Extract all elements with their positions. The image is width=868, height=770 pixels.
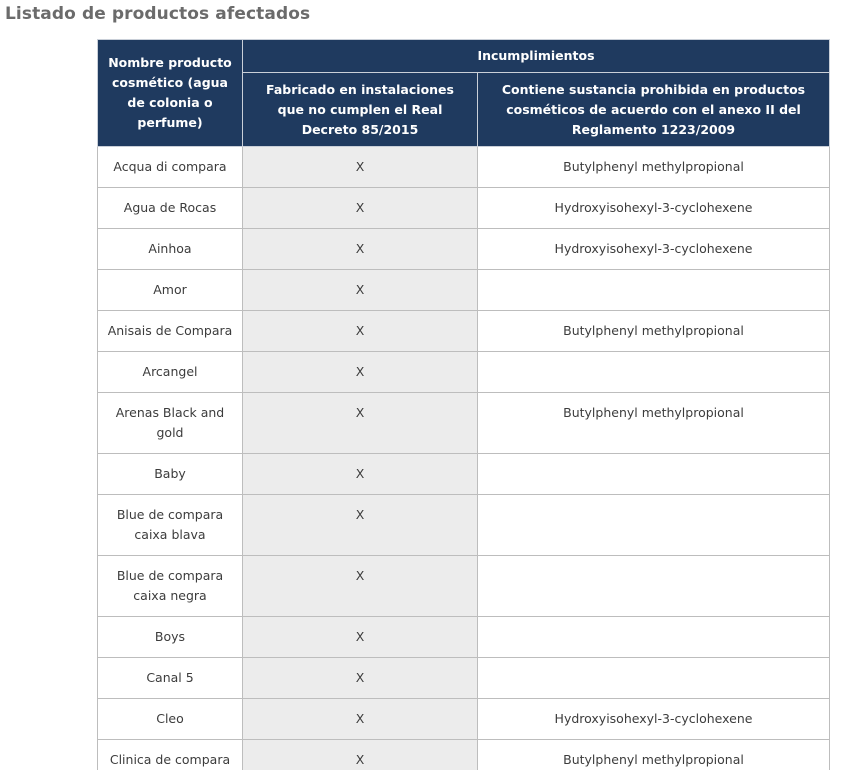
header-incumplimientos: Incumplimientos <box>243 40 830 73</box>
cell-product-name: Amor <box>98 270 243 311</box>
cell-facility-mark: X <box>243 495 478 556</box>
affected-products-table <box>97 39 830 770</box>
cell-facility-mark: X <box>243 658 478 699</box>
cell-product-name: Acqua di compara <box>98 147 243 188</box>
table-row <box>98 188 830 229</box>
table-row <box>98 740 830 770</box>
cell-product-name: Canal 5 <box>98 658 243 699</box>
table-row <box>98 352 830 393</box>
cell-prohibited-substance <box>478 658 830 699</box>
cell-facility-mark: X <box>243 311 478 352</box>
cell-facility-mark: X <box>243 740 478 770</box>
cell-product-name: Cleo <box>98 699 243 740</box>
table-row <box>98 393 830 454</box>
table-row <box>98 495 830 556</box>
cell-prohibited-substance: Butylphenyl methylpropional <box>478 147 830 188</box>
cell-facility-mark: X <box>243 699 478 740</box>
cell-prohibited-substance: Hydroxyisohexyl-3-cyclohexene <box>478 229 830 270</box>
header-facility: Fabricado en instalaciones que no cumplen el Real Decreto 85/2015 <box>243 73 478 147</box>
cell-facility-mark: X <box>243 556 478 617</box>
cell-facility-mark: X <box>243 229 478 270</box>
cell-prohibited-substance: Butylphenyl methylpropional <box>478 393 830 454</box>
table-row <box>98 147 830 188</box>
cell-product-name: Anisais de Compara <box>98 311 243 352</box>
cell-product-name: Clinica de compara <box>98 740 243 770</box>
cell-prohibited-substance <box>478 454 830 495</box>
table-row <box>98 311 830 352</box>
cell-product-name: Baby <box>98 454 243 495</box>
cell-facility-mark: X <box>243 147 478 188</box>
table-header <box>98 40 830 147</box>
cell-product-name: Arcangel <box>98 352 243 393</box>
cell-product-name: Arenas Black and gold <box>98 393 243 454</box>
cell-product-name: Agua de Rocas <box>98 188 243 229</box>
table-row <box>98 617 830 658</box>
table-row <box>98 556 830 617</box>
table-row <box>98 229 830 270</box>
cell-prohibited-substance <box>478 352 830 393</box>
cell-facility-mark: X <box>243 352 478 393</box>
cell-prohibited-substance <box>478 495 830 556</box>
cell-prohibited-substance: Butylphenyl methylpropional <box>478 740 830 770</box>
cell-prohibited-substance: Hydroxyisohexyl-3-cyclohexene <box>478 699 830 740</box>
table-row <box>98 699 830 740</box>
cell-product-name: Blue de compara caixa blava <box>98 495 243 556</box>
cell-facility-mark: X <box>243 454 478 495</box>
header-product-name: Nombre producto cosmético (agua de colonia o perfume) <box>98 40 243 147</box>
header-prohibited-substance: Contiene sustancia prohibida en productos cosméticos de acuerdo con el anexo II del Reglamento 1223/2009 <box>478 73 830 147</box>
cell-prohibited-substance: Butylphenyl methylpropional <box>478 311 830 352</box>
cell-product-name: Blue de compara caixa negra <box>98 556 243 617</box>
cell-facility-mark: X <box>243 270 478 311</box>
table-row <box>98 658 830 699</box>
table-body <box>98 147 830 770</box>
cell-facility-mark: X <box>243 188 478 229</box>
page-title: Listado de productos afectados <box>5 4 311 24</box>
table-row <box>98 270 830 311</box>
cell-product-name: Boys <box>98 617 243 658</box>
cell-prohibited-substance <box>478 617 830 658</box>
cell-facility-mark: X <box>243 617 478 658</box>
cell-prohibited-substance: Hydroxyisohexyl-3-cyclohexene <box>478 188 830 229</box>
cell-prohibited-substance <box>478 556 830 617</box>
table-row <box>98 454 830 495</box>
cell-facility-mark: X <box>243 393 478 454</box>
cell-product-name: Ainhoa <box>98 229 243 270</box>
cell-prohibited-substance <box>478 270 830 311</box>
